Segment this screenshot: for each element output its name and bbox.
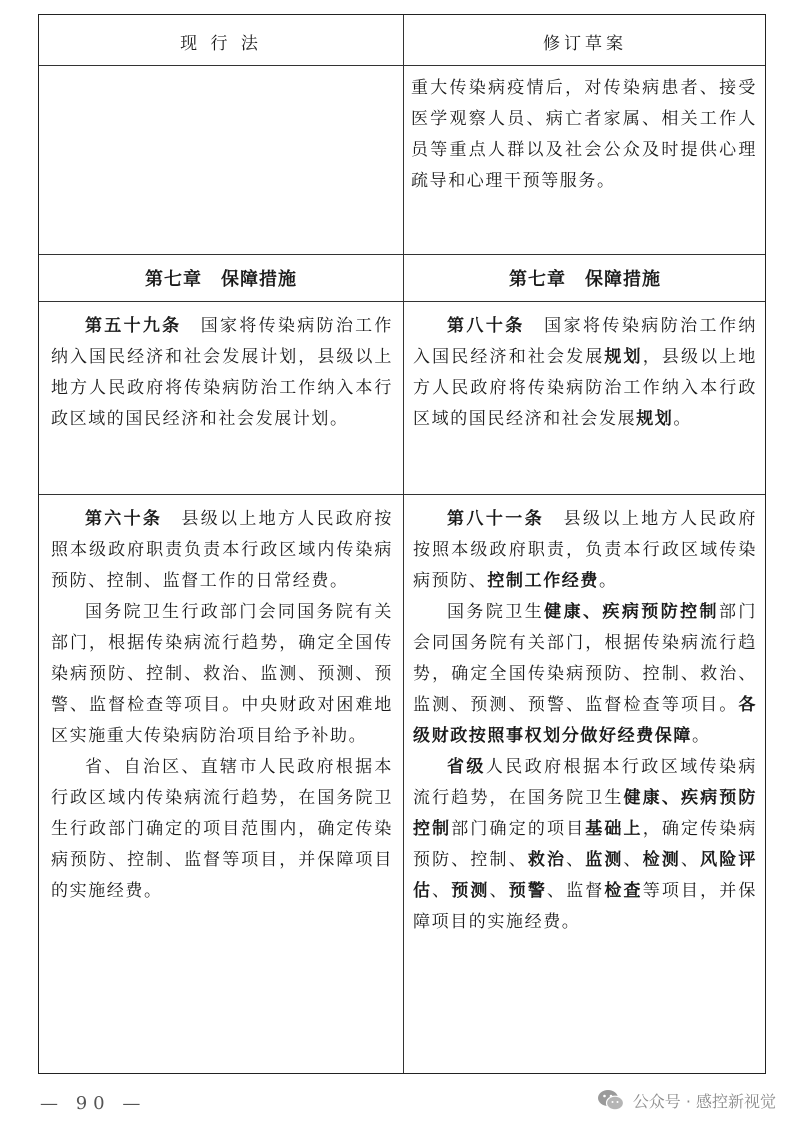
article-81-text: 。 <box>692 726 711 746</box>
article-80-text: 。 <box>673 409 693 429</box>
article-59-paragraph <box>51 311 393 435</box>
article-80-title: 第八十条 <box>447 316 525 336</box>
article-81 <box>413 504 757 938</box>
article-80-bold: 规划 <box>604 347 643 367</box>
article-81-text: 部门会同国务院有关部门，根据传染病流行趋势，确定全国传染病预防、控制、救治、监测、预测、预警、监督检查等项目。 <box>413 602 758 715</box>
continued-text <box>411 73 757 197</box>
article-81-bold: 基础上 <box>585 819 643 839</box>
article-81-text: 县级以上地方人民政府按照本级政府职责，负责本行政区域传染病预防、 <box>413 509 758 591</box>
row-divider <box>39 494 765 495</box>
article-81-bold: 健康、疾病预防控制 <box>544 602 719 622</box>
article-60-paragraph-2: 国务院卫生行政部门会同国务院有关部门，根据传染病流行趋势，确定全国传染病预防、控制、救治、监测、预测、预警、监督检查等项目。中央财政对困难地区实施重大传染病防治项目给予补助。 <box>51 602 393 746</box>
article-81-bold: 健康、疾病预防控制 <box>413 788 757 839</box>
article-81-text: 。 <box>599 571 618 591</box>
article-81-bold: 预警 <box>508 881 547 901</box>
article-60-text: 县级以上地方人民政府按照本级政府职责负责本行政区域内传染病预防、控制、监督工作的日常经费。 <box>51 509 393 591</box>
header-revised-draft: 修订草案 <box>543 34 627 54</box>
continued-paragraph: 重大传染病疫情后，对传染病患者、接受医学观察人员、病亡者家属、相关工作人员等重点人群以及社会公众及时提供心理疏导和心理干预等服务。 <box>411 78 757 191</box>
article-81-text: 、 <box>680 850 701 870</box>
watermark <box>597 1088 776 1112</box>
article-59-text: 国家将传染病防治工作纳入国民经济和社会发展计划，县级以上地方人民政府将传染病防治工作纳入本行政区域的国民经济和社会发展计划。 <box>51 316 393 429</box>
article-81-text: 国务院卫生 <box>447 602 545 622</box>
article-59-title: 第五十九条 <box>85 316 182 336</box>
article-80-paragraph <box>413 311 757 435</box>
article-81-text: 、监督 <box>546 881 605 901</box>
article-60-paragraph-1 <box>51 504 393 597</box>
header-current-law: 现 行 法 <box>180 34 262 54</box>
article-81-paragraph-1 <box>413 504 757 597</box>
column-divider <box>403 15 404 1073</box>
article-81-text: 、 <box>566 850 586 870</box>
article-81-bold: 各级财政按照事权划分做好经费保障 <box>413 695 757 746</box>
article-81-text: 人民政府根据本行政区域传染病流行趋势，在国务院卫生 <box>413 757 757 808</box>
article-60-paragraph-3: 省、自治区、直辖市人民政府根据本行政区域内传染病流行趋势，在国务院卫生行政部门确定的项目范围内，确定传染病预防、控制、监督等项目，并保障项目的实施经费。 <box>51 757 393 901</box>
watermark-text: 公众号 · 感控新视觉 <box>632 1091 776 1111</box>
comparison-table <box>38 14 766 1074</box>
article-59 <box>51 311 393 435</box>
chapter-title-right: 第七章 保障措施 <box>509 269 661 290</box>
wechat-icon <box>597 1088 625 1112</box>
row-divider <box>39 65 765 66</box>
article-81-text: 、 <box>489 881 509 901</box>
article-81-paragraph-3 <box>413 752 757 938</box>
page-number: — 90 — <box>40 1093 147 1114</box>
article-80 <box>413 311 757 435</box>
article-81-text: 等项目，并保障项目的实施经费。 <box>413 881 757 932</box>
article-80-text: ，县级以上地方人民政府将传染病防治工作纳入本行政区域的国民经济和社会发展 <box>413 347 757 429</box>
row-divider <box>39 254 765 255</box>
article-81-text: 部门确定的项目 <box>451 819 586 839</box>
article-81-title: 第八十一条 <box>447 509 545 529</box>
article-81-paragraph-2 <box>413 597 757 752</box>
article-81-bold: 检测 <box>642 850 681 870</box>
row-divider <box>39 301 765 302</box>
article-81-bold: 救治 <box>527 850 567 870</box>
article-80-bold: 规划 <box>636 409 674 429</box>
article-60 <box>51 504 393 907</box>
article-81-bold: 预测 <box>451 881 490 901</box>
article-81-text: 、 <box>623 850 643 870</box>
article-81-bold: 检查 <box>604 881 643 901</box>
article-81-bold: 省级 <box>447 757 486 777</box>
chapter-title-left: 第七章 保障措施 <box>145 269 297 290</box>
article-81-bold: 风险评估 <box>413 850 757 901</box>
article-60-title: 第六十条 <box>85 509 163 529</box>
article-81-bold: 监测 <box>585 850 624 870</box>
article-81-text: 、 <box>432 881 452 901</box>
article-81-text: ，确定传染病预防、控制、 <box>413 819 757 870</box>
article-80-text: 国家将传染病防治工作纳入国民经济和社会发展 <box>413 316 757 367</box>
article-81-bold: 控制工作经费 <box>487 571 600 591</box>
